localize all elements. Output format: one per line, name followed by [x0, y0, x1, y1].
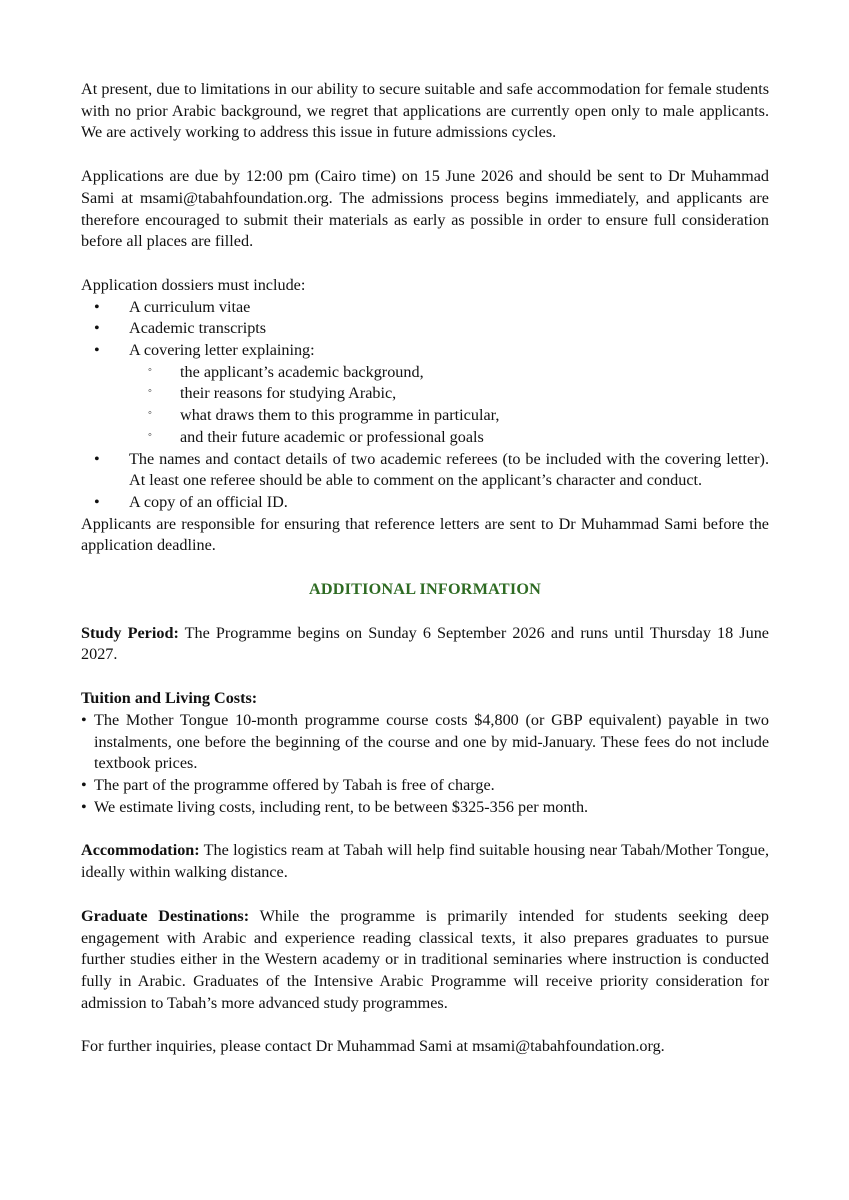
- document-page: [81, 79, 769, 1058]
- tuition-list: [81, 710, 769, 819]
- list-item-text: Academic transcripts: [129, 319, 267, 338]
- study-period-paragraph: [81, 623, 769, 666]
- sublist-item-text: what draws them to this programme in particular,: [180, 406, 500, 425]
- references-note: Applicants are responsible for ensuring that reference letters are sent to Dr Muhammad Sami before the application deadline.: [81, 514, 769, 555]
- sublist-item: [81, 405, 769, 427]
- deadline-paragraph: Applications are due by 12:00 pm (Cairo time) on 15 June 2026 and should be sent to Dr Muhammad Sami at msami@tabahfoundation.org. The admissions process begins immediately, and applicants are therefore encouraged to submit their materials as early as possible in order to ensure full consideration before all places are filled.: [81, 167, 769, 251]
- list-item-text: We estimate living costs, including rent, to be between $325-356 per month.: [94, 797, 589, 816]
- circle-bullet-icon: ◦: [148, 385, 152, 398]
- sublist-item-text: and their future academic or professional goals: [180, 427, 484, 446]
- bullet-icon: •: [94, 492, 100, 511]
- accommodation-text: The logistics ream at Tabah will help find suitable housing near Tabah/Mother Tongue, ideally within walking distance.: [81, 841, 769, 882]
- bullet-icon: •: [81, 775, 87, 794]
- tuition-label: [81, 688, 769, 710]
- list-item-text: The part of the programme offered by Tabah is free of charge.: [94, 775, 495, 794]
- list-item: [81, 449, 769, 492]
- list-item-text: A curriculum vitae: [129, 297, 251, 316]
- dossier-list: [81, 297, 769, 514]
- cover-letter-sublist: [129, 362, 769, 449]
- dossier-intro: Application dossiers must include:: [81, 275, 306, 294]
- sublist-item: [81, 427, 769, 449]
- list-item-text: The Mother Tongue 10-month programme course costs $4,800 (or GBP equivalent) payable in two instalments, one before the beginning of the course and one by mid-January. These fees do not include textbook prices.: [94, 710, 769, 773]
- list-item: [81, 775, 769, 797]
- list-item: [81, 297, 769, 319]
- list-item-text: The names and contact details of two academic referees (to be included with the covering letter). At least one referee should be able to comment on the applicant’s character and conduct.: [129, 449, 769, 490]
- sublist-item-text: the applicant’s academic background,: [180, 362, 424, 381]
- accommodation-notice-paragraph: At present, due to limitations in our ability to secure suitable and safe accommodation for female students with no prior Arabic background, we regret that applications are currently open only to male applicants. We are actively working to address this issue in future admissions cycles.: [81, 80, 769, 142]
- list-item: [81, 710, 769, 775]
- bullet-icon: •: [81, 797, 87, 816]
- bullet-icon: •: [94, 341, 100, 360]
- list-item: [81, 797, 769, 819]
- circle-bullet-icon: ◦: [148, 363, 152, 376]
- accommodation-label: Accommodation:: [81, 841, 200, 860]
- list-item: [81, 340, 769, 449]
- graduate-destinations-paragraph: [81, 906, 769, 1015]
- study-period-text: The Programme begins on Sunday 6 September 2026 and runs until Thursday 18 June 2027.: [81, 623, 769, 664]
- bullet-icon: •: [94, 319, 100, 338]
- bullet-icon: •: [94, 449, 100, 468]
- contact-paragraph: For further inquiries, please contact Dr Muhammad Sami at msami@tabahfoundation.org.: [81, 1037, 665, 1056]
- graduate-destinations-label: Graduate Destinations:: [81, 906, 250, 925]
- accommodation-paragraph: [81, 840, 769, 883]
- sublist-item: [81, 383, 769, 405]
- sublist-item-text: their reasons for studying Arabic,: [180, 384, 397, 403]
- additional-information-heading: ADDITIONAL INFORMATION: [308, 580, 542, 599]
- circle-bullet-icon: ◦: [148, 407, 152, 420]
- graduate-destinations-text: While the programme is primarily intended for students seeking deep engagement with Arabic and experience reading classical texts, it also prepares graduates to pursue further studies either in the Western academy or in traditional seminaries where instruction is conducted fully in Arabic. Graduates of the Intensive Arabic Programme will receive priority consideration for admission to Tabah’s more advanced study programmes.: [81, 906, 769, 1012]
- list-item-text: A covering letter explaining:: [129, 341, 315, 360]
- list-item: [81, 492, 769, 514]
- bullet-icon: •: [94, 297, 100, 316]
- tuition-label-text: Tuition and Living Costs:: [81, 689, 258, 708]
- bullet-icon: •: [81, 710, 87, 729]
- study-period-label: Study Period:: [81, 623, 179, 642]
- list-item: [81, 318, 769, 340]
- circle-bullet-icon: ◦: [148, 428, 152, 441]
- list-item-text: A copy of an official ID.: [129, 492, 288, 511]
- sublist-item: [81, 362, 769, 384]
